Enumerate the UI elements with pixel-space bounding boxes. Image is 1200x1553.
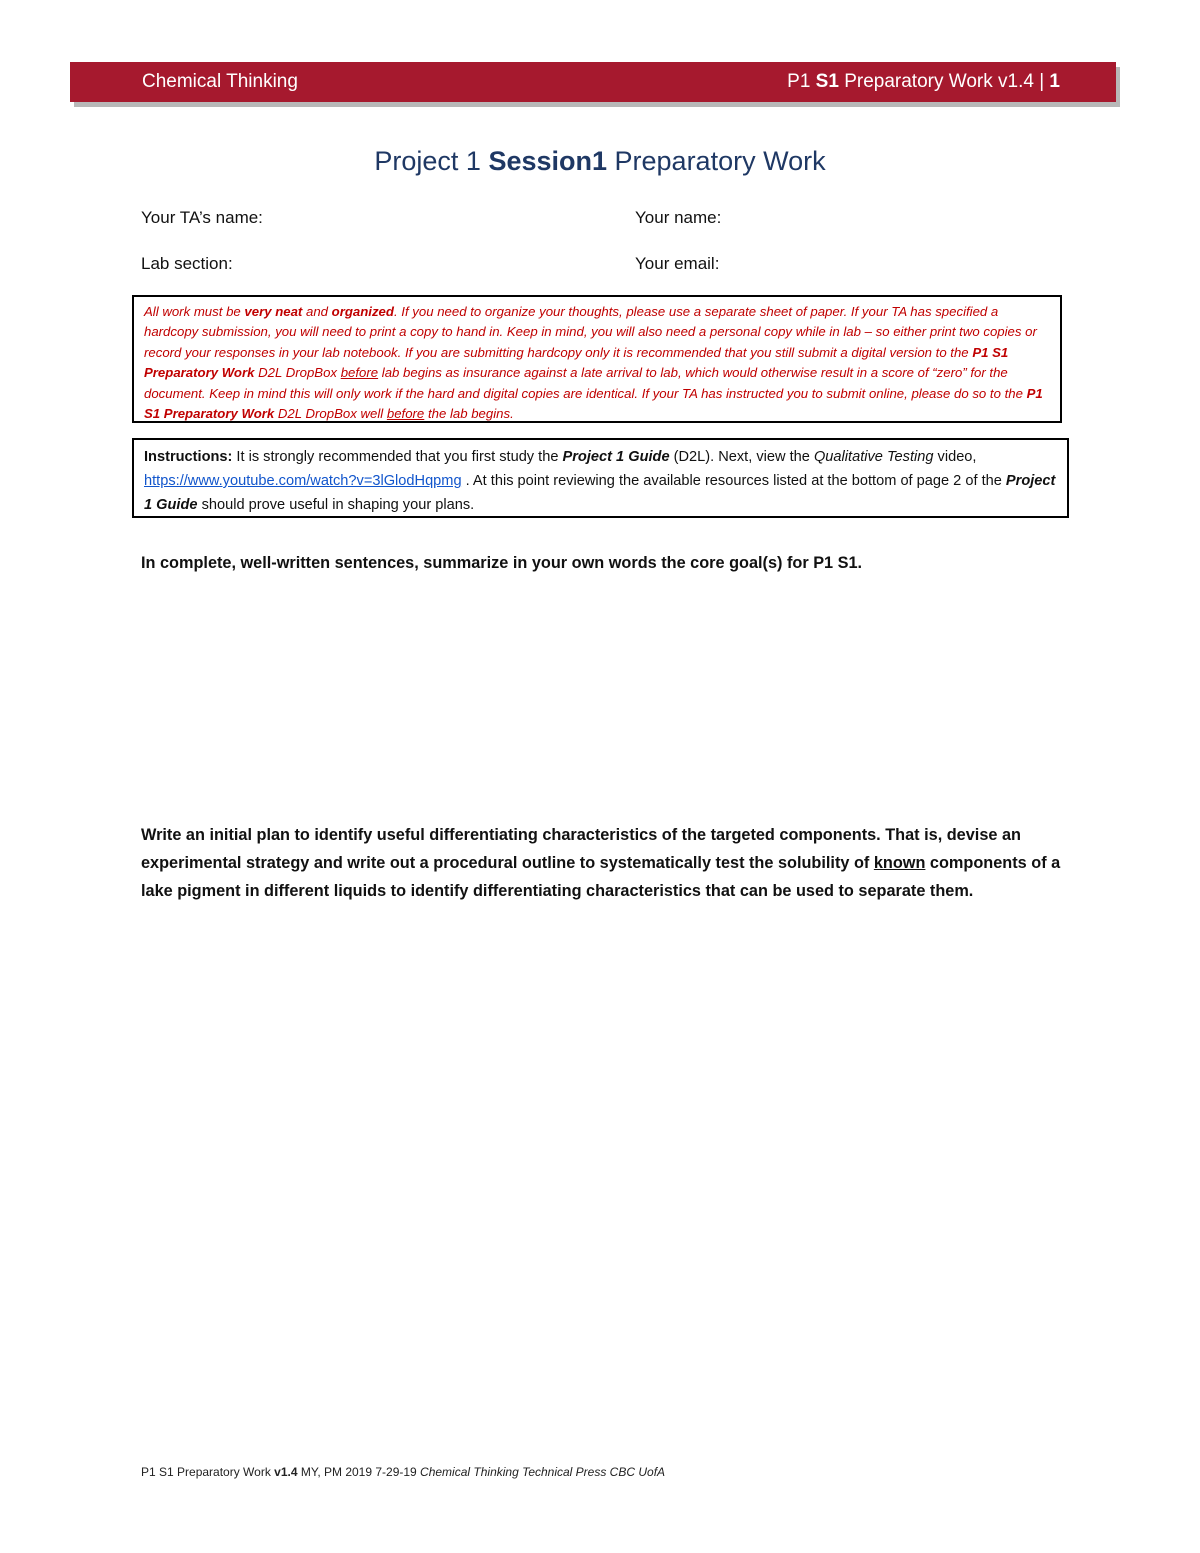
your-email-label: Your email: — [635, 254, 720, 273]
lab-section-label: Lab section: — [141, 254, 233, 273]
page-footer: P1 S1 Preparatory Work v1.4 MY, PM 2019 7-29-19 Chemical Thinking Technical Press CBC UofA — [141, 1465, 666, 1479]
question-initial-plan: Write an initial plan to identify useful differentiating characteristics of the targeted components. That is, devise an experimental strategy and write out a procedural outline to systematically test the solubility of known components of a lake pigment in different liquids to identify differentiating characteristics that can be used to separate them. — [141, 826, 1061, 900]
page-title: Project 1 Session1 Preparatory Work — [374, 146, 826, 176]
your-name-label: Your name: — [635, 208, 722, 227]
header-banner — [70, 62, 1116, 102]
header-course-name: Chemical Thinking — [142, 71, 298, 92]
page-number: 1 — [1049, 71, 1060, 92]
submission-notice-box: All work must be very neat and organized. If you need to organize your thoughts, please use a separate sheet of paper. If your TA has specified a hardcopy submission, you will need to print a copy to hand in. Keep in mind, you will also need a personal copy while in lab – so either print two copies or record your responses in your lab notebook. If you are submitting hardcopy only it is recommended that you still submit a digital version to the P1 S1 Preparatory Work D2L DropBox before lab begins as insurance against a late arrival to lab, which would otherwise result in a score of “zero” for the document. Keep in mind this will only work if the hard and digital copies are identical. If your TA has instructed you to submit online, please do so to the P1 S1 Preparatory Work D2L DropBox well before the lab begins. — [132, 295, 1062, 423]
question-core-goals: In complete, well-written sentences, summarize in your own words the core goal(s) for P1 S1. — [141, 554, 863, 572]
header-doc-label: P1 S1 Preparatory Work v1.4 | 1 — [787, 71, 1060, 92]
instructions-box: Instructions: It is strongly recommended that you first study the Project 1 Guide (D2L). Next, view the Qualitative Testing video, https://www.youtube.com/watch?v=3lGlodHqpmg . At this point reviewing the available resources listed at the bottom of page 2 of the Project 1 Guide should prove useful in shaping your plans. — [132, 438, 1069, 518]
ta-name-label: Your TA’s name: — [141, 208, 263, 227]
video-link[interactable]: https://www.youtube.com/watch?v=3lGlodHqpmg — [144, 473, 462, 489]
